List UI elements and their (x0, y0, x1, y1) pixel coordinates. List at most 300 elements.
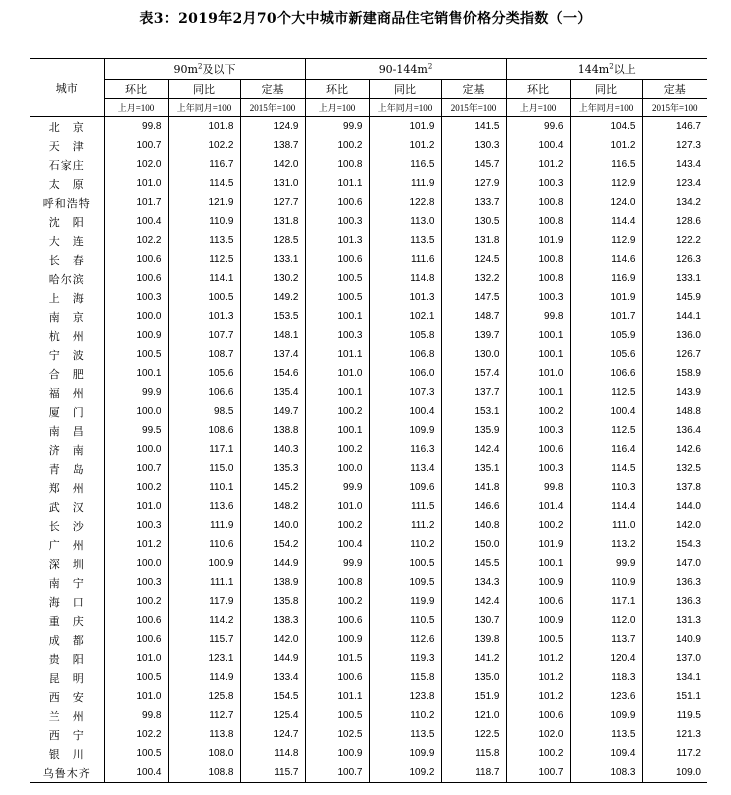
index-value: 100.3 (506, 288, 570, 307)
index-value: 115.8 (369, 668, 441, 687)
table-row (30, 250, 707, 269)
index-value: 100.6 (506, 706, 570, 725)
index-value: 100.9 (506, 611, 570, 630)
index-value: 100.9 (104, 326, 168, 345)
city-name: 青 岛 (48, 462, 85, 476)
index-value: 101.2 (369, 136, 441, 155)
index-value: 142.6 (642, 440, 707, 459)
index-value: 101.2 (506, 649, 570, 668)
index-value: 100.6 (305, 250, 369, 269)
table-row (30, 725, 707, 744)
index-value: 139.8 (441, 630, 506, 649)
index-value: 124.5 (441, 250, 506, 269)
city-name: 济 南 (48, 443, 85, 457)
index-value: 132.2 (441, 269, 506, 288)
index-value: 147.0 (642, 554, 707, 573)
city-name: 海 口 (48, 595, 85, 609)
index-value: 99.5 (104, 421, 168, 440)
index-value: 108.8 (168, 763, 240, 783)
index-value: 153.1 (441, 402, 506, 421)
table-row (30, 630, 707, 649)
index-value: 105.6 (168, 364, 240, 383)
index-value: 101.2 (104, 535, 168, 554)
city-name: 呼和浩特 (42, 196, 91, 210)
index-value: 109.9 (369, 744, 441, 763)
index-value: 133.4 (240, 668, 305, 687)
index-value: 100.2 (506, 402, 570, 421)
index-value: 125.8 (168, 687, 240, 706)
index-value: 132.5 (642, 459, 707, 478)
city-name: 长 沙 (48, 519, 85, 533)
table-row (30, 364, 707, 383)
sub-header: 环比 (305, 80, 369, 99)
index-value: 138.8 (240, 421, 305, 440)
index-value: 114.2 (168, 611, 240, 630)
table-row (30, 155, 707, 174)
table-row (30, 554, 707, 573)
index-value: 100.1 (305, 307, 369, 326)
index-value: 157.4 (441, 364, 506, 383)
city-name: 厦 门 (48, 405, 85, 419)
index-value: 100.9 (168, 554, 240, 573)
sub-header: 定基 (642, 80, 707, 99)
index-value: 123.8 (369, 687, 441, 706)
index-value: 100.4 (305, 535, 369, 554)
base-header-row (30, 99, 707, 117)
index-value: 111.0 (570, 516, 642, 535)
index-value: 100.8 (506, 193, 570, 212)
index-value: 100.1 (506, 383, 570, 402)
city-name: 福 州 (48, 386, 85, 400)
index-value: 131.0 (240, 174, 305, 193)
table-body (30, 117, 707, 783)
index-value: 109.9 (369, 421, 441, 440)
index-value: 142.0 (642, 516, 707, 535)
index-value: 145.7 (441, 155, 506, 174)
index-value: 100.2 (104, 478, 168, 497)
index-value: 101.3 (369, 288, 441, 307)
index-value: 109.5 (369, 573, 441, 592)
city-name: 西 宁 (48, 728, 85, 742)
index-value: 154.6 (240, 364, 305, 383)
index-value: 114.8 (369, 269, 441, 288)
city-name: 石家庄 (48, 158, 85, 172)
index-value: 100.8 (506, 212, 570, 231)
index-value: 150.0 (441, 535, 506, 554)
index-value: 147.5 (441, 288, 506, 307)
index-value: 143.4 (642, 155, 707, 174)
index-value: 153.5 (240, 307, 305, 326)
sub-header: 同比 (570, 80, 642, 99)
index-value: 118.7 (441, 763, 506, 783)
index-value: 140.3 (240, 440, 305, 459)
index-value: 112.5 (570, 421, 642, 440)
index-value: 144.0 (642, 497, 707, 516)
index-value: 113.5 (369, 725, 441, 744)
index-value: 100.6 (506, 592, 570, 611)
index-value: 100.0 (104, 307, 168, 326)
city-name: 天 津 (48, 139, 85, 153)
index-value: 107.7 (168, 326, 240, 345)
base-header: 2015年=100 (240, 99, 305, 117)
index-value: 100.2 (305, 402, 369, 421)
index-value: 102.0 (506, 725, 570, 744)
index-value: 101.1 (305, 174, 369, 193)
index-value: 109.9 (570, 706, 642, 725)
index-value: 135.3 (240, 459, 305, 478)
index-value: 100.4 (369, 402, 441, 421)
index-value: 102.2 (104, 231, 168, 250)
index-value: 110.9 (168, 212, 240, 231)
index-value: 113.5 (369, 231, 441, 250)
index-value: 109.6 (369, 478, 441, 497)
sub-header: 环比 (506, 80, 570, 99)
index-value: 148.7 (441, 307, 506, 326)
city-name: 哈尔滨 (48, 272, 85, 286)
index-value: 100.0 (104, 402, 168, 421)
city-column-header: 城市 (30, 59, 104, 117)
index-value: 100.7 (305, 763, 369, 783)
index-value: 101.9 (369, 117, 441, 137)
index-value: 108.0 (168, 744, 240, 763)
city-name: 贵 阳 (48, 652, 85, 666)
index-value: 100.5 (104, 668, 168, 687)
index-value: 112.5 (168, 250, 240, 269)
index-value: 116.7 (168, 155, 240, 174)
index-value: 100.1 (506, 554, 570, 573)
index-value: 151.9 (441, 687, 506, 706)
index-value: 110.5 (369, 611, 441, 630)
index-value: 108.6 (168, 421, 240, 440)
index-value: 112.6 (369, 630, 441, 649)
index-value: 112.7 (168, 706, 240, 725)
index-value: 100.4 (104, 212, 168, 231)
sub-header-row (30, 80, 707, 99)
index-value: 130.2 (240, 269, 305, 288)
index-value: 100.6 (305, 193, 369, 212)
index-value: 101.9 (506, 535, 570, 554)
index-value: 114.5 (168, 174, 240, 193)
index-value: 136.3 (642, 592, 707, 611)
index-value: 144.9 (240, 554, 305, 573)
index-value: 100.6 (305, 668, 369, 687)
sub-header: 同比 (369, 80, 441, 99)
city-name: 兰 州 (48, 709, 85, 723)
index-value: 137.0 (642, 649, 707, 668)
index-value: 100.1 (305, 421, 369, 440)
index-value: 100.3 (104, 516, 168, 535)
index-value: 102.0 (104, 155, 168, 174)
index-value: 130.7 (441, 611, 506, 630)
index-value: 134.1 (642, 668, 707, 687)
index-value: 100.5 (305, 288, 369, 307)
index-value: 100.3 (506, 421, 570, 440)
index-value: 110.3 (570, 478, 642, 497)
table-row (30, 402, 707, 421)
index-value: 100.2 (305, 516, 369, 535)
index-value: 101.0 (506, 364, 570, 383)
index-value: 99.9 (570, 554, 642, 573)
index-value: 101.5 (305, 649, 369, 668)
index-value: 101.0 (305, 364, 369, 383)
index-value: 100.5 (305, 706, 369, 725)
index-value: 101.0 (104, 497, 168, 516)
index-value: 154.3 (642, 535, 707, 554)
index-value: 121.0 (441, 706, 506, 725)
index-value: 117.1 (570, 592, 642, 611)
index-value: 100.2 (305, 136, 369, 155)
base-header: 上月=100 (506, 99, 570, 117)
index-value: 99.9 (104, 383, 168, 402)
city-name: 太 原 (48, 177, 85, 191)
sub-header: 定基 (240, 80, 305, 99)
index-value: 100.2 (104, 592, 168, 611)
index-value: 101.2 (506, 687, 570, 706)
index-value: 138.9 (240, 573, 305, 592)
index-value: 130.3 (441, 136, 506, 155)
index-value: 142.0 (240, 155, 305, 174)
index-value: 100.8 (506, 250, 570, 269)
index-value: 101.7 (104, 193, 168, 212)
index-value: 100.3 (506, 174, 570, 193)
index-value: 100.5 (168, 288, 240, 307)
index-value: 117.9 (168, 592, 240, 611)
index-value: 158.9 (642, 364, 707, 383)
table-row (30, 649, 707, 668)
index-value: 100.1 (305, 383, 369, 402)
index-value: 100.0 (305, 459, 369, 478)
index-value: 105.8 (369, 326, 441, 345)
table-row (30, 307, 707, 326)
index-value: 114.8 (240, 744, 305, 763)
index-value: 100.3 (104, 288, 168, 307)
city-name: 乌鲁木齐 (30, 763, 104, 783)
index-value: 100.7 (104, 136, 168, 155)
index-value: 101.2 (506, 668, 570, 687)
city-name: 大 连 (48, 234, 85, 248)
city-name: 西 安 (48, 690, 85, 704)
index-value: 138.3 (240, 611, 305, 630)
index-value: 100.0 (104, 440, 168, 459)
index-value: 100.7 (104, 459, 168, 478)
index-value: 131.8 (240, 212, 305, 231)
index-value: 113.7 (570, 630, 642, 649)
index-value: 106.6 (570, 364, 642, 383)
index-value: 100.5 (305, 269, 369, 288)
table-row (30, 288, 707, 307)
index-value: 101.9 (506, 231, 570, 250)
index-value: 112.0 (570, 611, 642, 630)
base-header: 上月=100 (104, 99, 168, 117)
index-value: 117.2 (642, 744, 707, 763)
index-value: 100.9 (305, 630, 369, 649)
index-value: 107.3 (369, 383, 441, 402)
base-header: 2015年=100 (441, 99, 506, 117)
index-value: 101.1 (305, 687, 369, 706)
index-value: 111.9 (168, 516, 240, 535)
index-value: 124.7 (240, 725, 305, 744)
index-value: 106.8 (369, 345, 441, 364)
city-name: 广 州 (48, 538, 85, 552)
index-value: 100.6 (104, 269, 168, 288)
index-value: 101.3 (305, 231, 369, 250)
index-value: 126.7 (642, 345, 707, 364)
index-value: 100.6 (305, 611, 369, 630)
base-header: 2015年=100 (642, 99, 707, 117)
table-row (30, 269, 707, 288)
index-value: 130.5 (441, 212, 506, 231)
index-value: 140.9 (642, 630, 707, 649)
index-value: 116.5 (570, 155, 642, 174)
index-value: 145.2 (240, 478, 305, 497)
index-value: 119.3 (369, 649, 441, 668)
index-value: 100.2 (305, 592, 369, 611)
index-value: 100.8 (305, 155, 369, 174)
index-value: 119.9 (369, 592, 441, 611)
index-value: 114.5 (570, 459, 642, 478)
index-value: 148.1 (240, 326, 305, 345)
index-value: 133.7 (441, 193, 506, 212)
index-value: 141.5 (441, 117, 506, 137)
index-value: 154.2 (240, 535, 305, 554)
index-value: 136.0 (642, 326, 707, 345)
index-value: 101.0 (104, 649, 168, 668)
index-value: 112.9 (570, 174, 642, 193)
table-row (30, 535, 707, 554)
city-name: 沈 阳 (48, 215, 85, 229)
index-value: 149.7 (240, 402, 305, 421)
table-row (30, 136, 707, 155)
index-value: 141.8 (441, 478, 506, 497)
index-value: 135.4 (240, 383, 305, 402)
index-value: 122.5 (441, 725, 506, 744)
index-value: 101.2 (570, 136, 642, 155)
table-row (30, 611, 707, 630)
index-value: 121.3 (642, 725, 707, 744)
index-value: 100.3 (305, 212, 369, 231)
index-value: 109.4 (570, 744, 642, 763)
index-value: 117.1 (168, 440, 240, 459)
index-value: 141.2 (441, 649, 506, 668)
index-value: 116.3 (369, 440, 441, 459)
index-value: 106.0 (369, 364, 441, 383)
city-name: 北 京 (48, 120, 85, 134)
index-value: 101.0 (104, 174, 168, 193)
table-row (30, 117, 707, 137)
index-value: 101.3 (168, 307, 240, 326)
index-value: 102.2 (168, 136, 240, 155)
index-value: 113.8 (168, 725, 240, 744)
index-value: 131.8 (441, 231, 506, 250)
city-name: 郑 州 (48, 481, 85, 495)
index-value: 115.7 (168, 630, 240, 649)
index-value: 99.8 (104, 706, 168, 725)
table-row (30, 497, 707, 516)
index-value: 104.5 (570, 117, 642, 137)
index-value: 101.1 (305, 345, 369, 364)
index-value: 131.3 (642, 611, 707, 630)
city-name: 武 汉 (48, 500, 85, 514)
index-value: 111.6 (369, 250, 441, 269)
index-value: 100.5 (104, 345, 168, 364)
index-value: 111.1 (168, 573, 240, 592)
index-value: 101.4 (506, 497, 570, 516)
index-value: 123.6 (570, 687, 642, 706)
index-value: 100.4 (506, 136, 570, 155)
city-name: 银 川 (48, 747, 85, 761)
table-row (30, 592, 707, 611)
index-value: 135.1 (441, 459, 506, 478)
index-value: 126.3 (642, 250, 707, 269)
city-name: 成 都 (48, 633, 85, 647)
city-name: 南 京 (48, 310, 85, 324)
index-value: 100.5 (369, 554, 441, 573)
index-value: 146.6 (441, 497, 506, 516)
index-value: 134.3 (441, 573, 506, 592)
index-value: 115.8 (441, 744, 506, 763)
index-value: 142.0 (240, 630, 305, 649)
index-value: 124.0 (570, 193, 642, 212)
city-name: 昆 明 (48, 671, 85, 685)
index-value: 119.5 (642, 706, 707, 725)
index-value: 133.1 (642, 269, 707, 288)
index-value: 142.4 (441, 440, 506, 459)
index-value: 112.9 (570, 231, 642, 250)
index-value: 101.8 (168, 117, 240, 137)
index-value: 113.0 (369, 212, 441, 231)
table-row (30, 212, 707, 231)
table-row (30, 744, 707, 763)
index-value: 120.4 (570, 649, 642, 668)
table-title: 表3：2019年2月70个大中城市新建商品住宅销售价格分类指数（一） (139, 11, 592, 27)
index-value: 100.1 (506, 345, 570, 364)
index-value: 111.2 (369, 516, 441, 535)
index-value: 99.9 (305, 478, 369, 497)
index-value: 116.9 (570, 269, 642, 288)
index-value: 133.1 (240, 250, 305, 269)
index-value: 113.5 (570, 725, 642, 744)
index-value: 100.2 (506, 516, 570, 535)
index-value: 100.4 (570, 402, 642, 421)
index-value: 116.4 (570, 440, 642, 459)
index-value: 123.1 (168, 649, 240, 668)
index-value: 121.9 (168, 193, 240, 212)
index-value: 137.4 (240, 345, 305, 364)
index-value: 109.2 (369, 763, 441, 783)
index-value: 130.0 (441, 345, 506, 364)
index-value: 127.9 (441, 174, 506, 193)
sub-header: 同比 (168, 80, 240, 99)
index-value: 140.0 (240, 516, 305, 535)
index-value: 109.0 (642, 763, 707, 783)
index-value: 145.5 (441, 554, 506, 573)
index-value: 102.5 (305, 725, 369, 744)
index-value: 113.6 (168, 497, 240, 516)
city-name: 长 春 (48, 253, 85, 267)
index-value: 114.4 (570, 212, 642, 231)
index-value: 102.2 (104, 725, 168, 744)
base-header: 上年同月=100 (369, 99, 441, 117)
index-value: 100.1 (104, 364, 168, 383)
index-value: 110.2 (369, 535, 441, 554)
index-value: 100.5 (506, 630, 570, 649)
index-value: 111.9 (369, 174, 441, 193)
index-value: 100.2 (506, 744, 570, 763)
index-value: 108.3 (570, 763, 642, 783)
group-header-144: $144m^2$以上 (506, 59, 707, 80)
index-value: 115.7 (240, 763, 305, 783)
city-name: 杭 州 (48, 329, 85, 343)
